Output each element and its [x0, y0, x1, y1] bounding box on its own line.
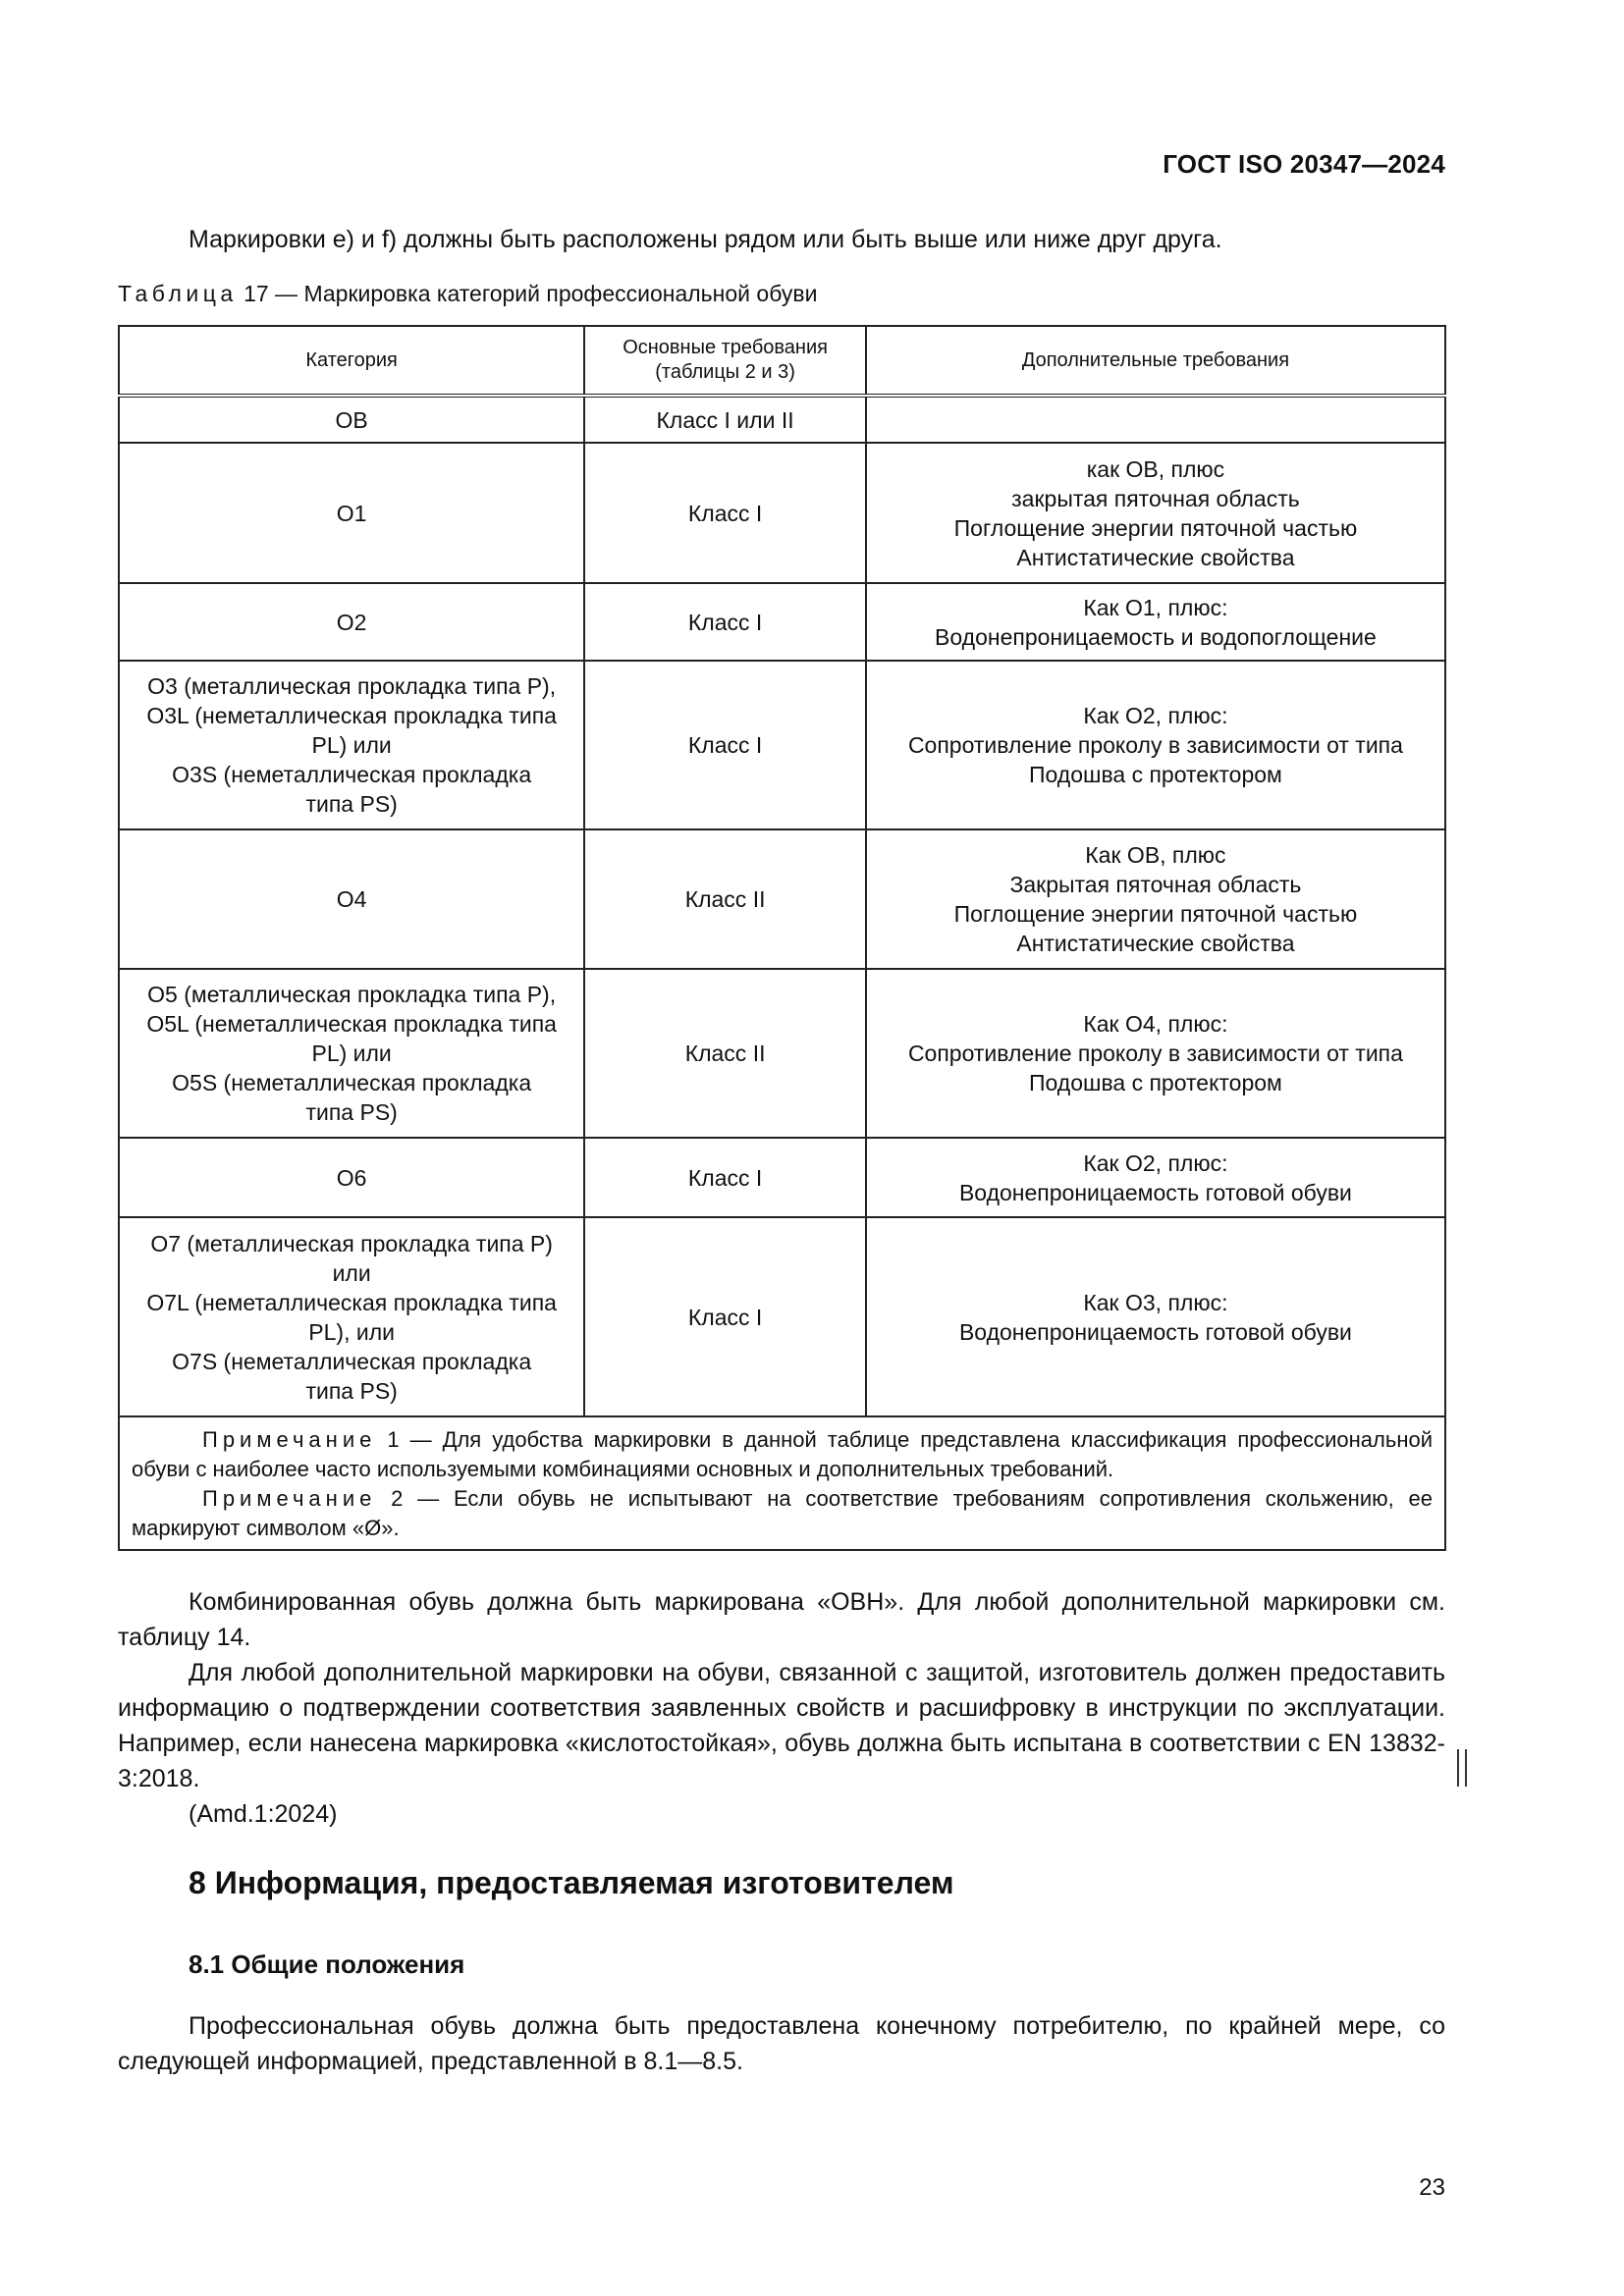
table-row: [119, 583, 1445, 661]
additional-marking-paragraph: Для любой дополнительной маркировки на обуви, связанной с защитой, изготовитель должен предоставить информацию о подтверждении соответствия заявленных свойств и расшифровку в инструкции по эксплуатации. Например, если нанесена маркировка «кислотостойкая», обувь должна быть испытана в соответствии с EN 13832-3:2018.: [118, 1659, 1445, 1792]
cell-category: [119, 829, 584, 969]
additional-line: Как OB, плюс: [1085, 842, 1226, 868]
additional-line: Водонепроницаемость готовой обуви: [958, 1179, 1352, 1205]
table-row: [119, 661, 1445, 829]
category-line: OB: [335, 406, 368, 433]
category-line: PL) или: [311, 732, 392, 758]
category-line: PL) или: [311, 1041, 392, 1066]
table-note-1: [132, 1425, 1433, 1484]
category-line: типа PS): [305, 1099, 398, 1125]
category-line: O3L (неметаллическая прокладка типа: [146, 703, 557, 728]
additional-line: Водонепроницаемость готовой обуви: [958, 1318, 1352, 1345]
category-line: O1: [336, 500, 367, 526]
category-line: или: [332, 1259, 371, 1286]
cell-category: [119, 969, 584, 1138]
category-line: O3S (неметаллическая прокладка: [172, 762, 532, 787]
intro-paragraph: Маркировки e) и f) должны быть расположены рядом или быть выше или ниже друг друга.: [189, 226, 1222, 253]
cell-basic-requirements: Класс I: [584, 1217, 866, 1416]
additional-line: Как O2, плюс:: [1083, 1149, 1228, 1176]
table-notes: [119, 1416, 1445, 1550]
table-row: [119, 969, 1445, 1138]
category-line: O5S (неметаллическая прокладка: [172, 1070, 532, 1095]
additional-line: Закрытая пяточная область: [1009, 872, 1302, 897]
cell-additional-requirements: [866, 583, 1445, 661]
page-number: 23: [1419, 2174, 1445, 2201]
note-1-label: Примечание: [202, 1427, 377, 1452]
cell-category: [119, 396, 584, 443]
section-8-1-title: 8.1 Общие положения: [189, 1949, 465, 1979]
document-code: ГОСТ ISO 20347—2024: [1163, 149, 1445, 179]
cell-basic-requirements: Класс I или II: [584, 396, 866, 443]
cell-basic-requirements: Класс I: [584, 661, 866, 829]
additional-line: Поглощение энергии пяточной частью: [953, 514, 1358, 541]
cell-category: [119, 1138, 584, 1217]
header-category: Категория: [119, 326, 584, 396]
categories-table: [118, 325, 1446, 1551]
table-body: [119, 396, 1445, 1416]
additional-line: Антистатические свойства: [1016, 931, 1295, 956]
table-caption-text: 17 — Маркировка категорий профессиональной обуви: [244, 281, 818, 306]
cell-additional-requirements: [866, 396, 1445, 443]
additional-line: Водонепроницаемость и водопоглощение: [935, 623, 1377, 650]
cell-additional-requirements: [866, 1217, 1445, 1416]
cell-category: [119, 661, 584, 829]
additional-line: закрытая пяточная область: [1011, 485, 1300, 511]
category-line: O6: [336, 1164, 367, 1191]
cell-additional-requirements: [866, 1138, 1445, 1217]
category-line: типа PS): [305, 1377, 398, 1404]
table-row: [119, 1138, 1445, 1217]
category-line: O2: [336, 609, 367, 635]
additional-line: Подошва с протектором: [1028, 762, 1282, 787]
category-line: O7S (неметаллическая прокладка: [172, 1348, 532, 1374]
cell-additional-requirements: [866, 969, 1445, 1138]
table-note-2: [132, 1484, 1433, 1543]
table-notes-row: [119, 1416, 1445, 1550]
amendment-change-bar: [1457, 1749, 1467, 1787]
header-additional-requirements: Дополнительные требования: [866, 326, 1445, 396]
cell-category: [119, 1217, 584, 1416]
additional-line: как OB, плюс: [1086, 455, 1225, 482]
table-caption: [118, 281, 817, 307]
additional-line: Как O2, плюс:: [1083, 703, 1228, 728]
category-line: O7L (неметаллическая прокладка типа: [146, 1289, 557, 1315]
cell-category: [119, 583, 584, 661]
category-line: PL), или: [308, 1318, 395, 1345]
additional-line: Сопротивление проколу в зависимости от типа: [907, 1041, 1403, 1066]
cell-additional-requirements: [866, 661, 1445, 829]
cell-basic-requirements: Класс II: [584, 969, 866, 1138]
cell-basic-requirements: Класс I: [584, 1138, 866, 1217]
cell-basic-requirements: Класс I: [584, 583, 866, 661]
category-line: O7 (металлическая прокладка типа P): [150, 1230, 553, 1256]
additional-line: Антистатические свойства: [1016, 544, 1295, 570]
additional-line: Подошва с протектором: [1028, 1070, 1282, 1095]
cell-basic-requirements: Класс I: [584, 443, 866, 583]
table-row: [119, 829, 1445, 969]
note-1-text: 1 — Для удобства маркировки в данной таблице представлена классификация профессиональной обуви с наиболее часто используемыми комбинациями основных и дополнительных требований.: [132, 1427, 1433, 1481]
table-caption-label: Таблица: [118, 281, 238, 306]
table-row: [119, 396, 1445, 443]
section-8-title: 8 Информация, предоставляемая изготовителем: [189, 1865, 954, 1900]
amendment-note: (Amd.1:2024): [189, 1800, 338, 1828]
header-basic-requirements: Основные требования (таблицы 2 и 3): [584, 326, 866, 396]
cell-basic-requirements: Класс II: [584, 829, 866, 969]
combined-footwear-paragraph: Комбинированная обувь должна быть маркирована «OBH». Для любой дополнительной маркировки см. таблицу 14.: [118, 1588, 1445, 1651]
cell-additional-requirements: [866, 443, 1445, 583]
category-line: O5 (металлическая прокладка типа P),: [147, 982, 557, 1007]
table-row: [119, 1217, 1445, 1416]
additional-line: Как O1, плюс:: [1083, 594, 1228, 620]
note-2-label: Примечание: [202, 1486, 377, 1511]
category-line: O4: [336, 886, 367, 912]
category-line: O5L (неметаллическая прокладка типа: [146, 1011, 557, 1037]
category-line: типа PS): [305, 791, 398, 817]
note-2-text: 2 — Если обувь не испытывают на соответствие требованиям сопротивления скольжению, ее маркируют символом «Ø».: [132, 1486, 1433, 1540]
additional-line: Поглощение энергии пяточной частью: [953, 901, 1358, 927]
additional-line: Как O4, плюс:: [1083, 1011, 1228, 1037]
category-line: O3 (металлическая прокладка типа P),: [147, 673, 557, 699]
table-header-row: [119, 326, 1445, 396]
table-row: [119, 443, 1445, 583]
cell-additional-requirements: [866, 829, 1445, 969]
additional-line: Сопротивление проколу в зависимости от типа: [907, 732, 1403, 758]
cell-category: [119, 443, 584, 583]
section-8-1-body: Профессиональная обувь должна быть предоставлена конечному потребителю, по крайней мере, со следующей информацией, представленной в 8.1—8.5.: [118, 2012, 1445, 2075]
additional-line: Как O3, плюс:: [1083, 1289, 1228, 1315]
